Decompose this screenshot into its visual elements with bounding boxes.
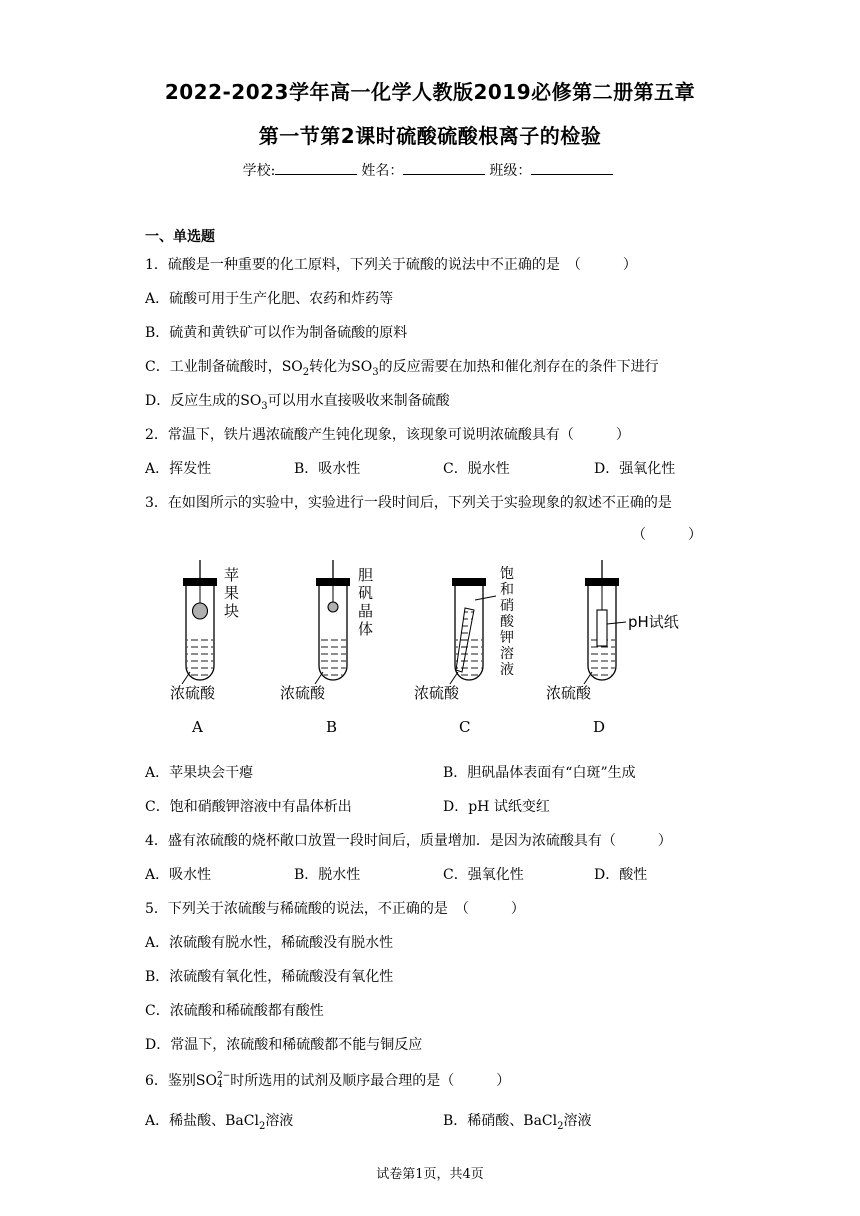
tube-c-label-3: 硝 <box>500 598 514 614</box>
q3-option-b: B．胆矾晶体表面有“白斑”生成 <box>443 765 636 781</box>
q5-option-d: D．常温下，浓硫酸和稀硫酸都不能与铜反应 <box>145 1037 423 1053</box>
q4-option-b: B．脱水性 <box>294 867 361 883</box>
q4-option-a: A．吸水性 <box>145 867 212 883</box>
ph-paper-strip <box>597 610 607 646</box>
school-label: 学校: <box>242 163 276 179</box>
q2-option-a: A．挥发性 <box>145 461 212 477</box>
q6-stem: 6．鉴别SO 2− 4 时所选用的试剂及顺序最合理的是（ ） <box>145 1071 511 1090</box>
q1-option-a: A．硫酸可用于生产化肥、农药和炸药等 <box>145 291 394 307</box>
q6-option-b: B．稀硝酸、BaCl$_2$溶液 <box>443 1113 592 1132</box>
tube-d-letter: D <box>593 718 606 736</box>
q5-option-b: B．浓硫酸有氧化性，稀硫酸没有氧化性 <box>145 969 394 985</box>
experiment-figure <box>130 560 750 740</box>
q2-option-c: C．脱水性 <box>443 461 510 477</box>
tube-d <box>546 560 679 736</box>
tube-c-acid-label: 浓硫酸 <box>414 684 460 702</box>
section-heading: 一、单选题 <box>145 229 215 245</box>
q1-option-c: C．工业制备硫酸时，$SO_2$转化为$SO_3$的反应需要在加热和催化剂存在的条件下进行 <box>145 359 659 378</box>
q2-stem: 2．常温下，铁片遇浓硫酸产生钝化现象，该现象可说明浓硫酸具有（ ） <box>145 427 630 443</box>
tube-c <box>414 566 515 736</box>
tube-b-label-1: 胆 <box>358 566 374 584</box>
q3-option-d: D．pH 试纸变红 <box>443 799 550 815</box>
apple-piece <box>193 603 208 619</box>
school-field[interactable] <box>275 162 357 175</box>
tube-b-label-2: 矾 <box>358 584 374 602</box>
name-label: 姓名： <box>361 163 404 179</box>
q1-option-d: D．反应生成的$SO_3$可以用水直接吸收来制备硫酸 <box>145 393 450 412</box>
sulfate-ion: SO 2− 4 <box>195 1071 231 1090</box>
q3-stem: 3．在如图所示的实验中，实验进行一段时间后，下列关于实验现象的叙述不正确的是 <box>145 495 672 511</box>
tube-b-label-4: 体 <box>358 620 374 638</box>
q1-option-b: B．硫黄和黄铁矿可以作为制备硫酸的原料 <box>145 325 408 341</box>
tube-c-letter: C <box>459 718 471 736</box>
q2-option-d: D．强氧化性 <box>594 461 676 477</box>
q5-option-c: C．浓硫酸和稀硫酸都有酸性 <box>145 1003 324 1019</box>
tube-c-label-4: 酸 <box>500 614 514 630</box>
q4-option-d: D．酸性 <box>594 867 648 883</box>
q3-option-a: A．苹果块会干瘪 <box>145 765 254 781</box>
q2-option-b: B．吸水性 <box>294 461 361 477</box>
tube-d-label: pH试纸 <box>628 613 679 631</box>
q5-option-a: A．浓硫酸有脱水性，稀硫酸没有脱水性 <box>145 935 394 951</box>
q3-answer-bracket: （ ） <box>632 527 702 543</box>
tube-b-label-3: 晶 <box>358 602 374 620</box>
student-info-row <box>0 160 860 180</box>
tube-a-acid-label: 浓硫酸 <box>170 684 216 702</box>
tube-c-label-6: 溶 <box>500 646 514 662</box>
tube-a-label-1: 苹 <box>224 566 240 584</box>
tube-a-label-2: 果 <box>224 584 240 602</box>
q3-option-c: C．饱和硝酸钾溶液中有晶体析出 <box>145 799 352 815</box>
tube-b-letter: B <box>326 718 338 736</box>
q5-stem: 5．下列关于浓硫酸与稀硫酸的说法，不正确的是 （ ） <box>145 901 525 917</box>
tube-b <box>280 560 373 736</box>
tube-a-letter: A <box>192 718 203 736</box>
tube-d-acid-label: 浓硫酸 <box>546 684 592 702</box>
title-line-2: 第一节第2课时硫酸硫酸根离子的检验 <box>258 124 602 148</box>
title-line-1: 2022-2023学年高一化学人教版2019必修第二册第五章 <box>164 80 696 104</box>
q6-option-a: A．稀盐酸、BaCl$_2$溶液 <box>145 1113 294 1132</box>
tube-c-label-7: 液 <box>500 662 514 678</box>
blue-vitriol-crystal <box>328 602 338 612</box>
tube-c-label-5: 钾 <box>500 630 514 646</box>
q4-option-c: C．强氧化性 <box>443 867 524 883</box>
name-field[interactable] <box>403 162 485 175</box>
q1-stem: 1．硫酸是一种重要的化工原料，下列关于硫酸的说法中不正确的是 （ ） <box>145 257 637 273</box>
tube-a <box>170 560 239 736</box>
class-label: 班级： <box>489 163 532 179</box>
tube-c-label-1: 饱 <box>500 566 514 582</box>
q4-stem: 4．盛有浓硫酸的烧杯敞口放置一段时间后，质量增加．是因为浓硫酸具有（ ） <box>145 833 672 849</box>
tube-c-label-2: 和 <box>500 582 514 598</box>
class-field[interactable] <box>531 162 613 175</box>
tube-b-acid-label: 浓硫酸 <box>280 684 326 702</box>
page-footer: 试卷第1页，共4页 <box>376 1167 484 1182</box>
tube-a-label-3: 块 <box>224 602 240 620</box>
